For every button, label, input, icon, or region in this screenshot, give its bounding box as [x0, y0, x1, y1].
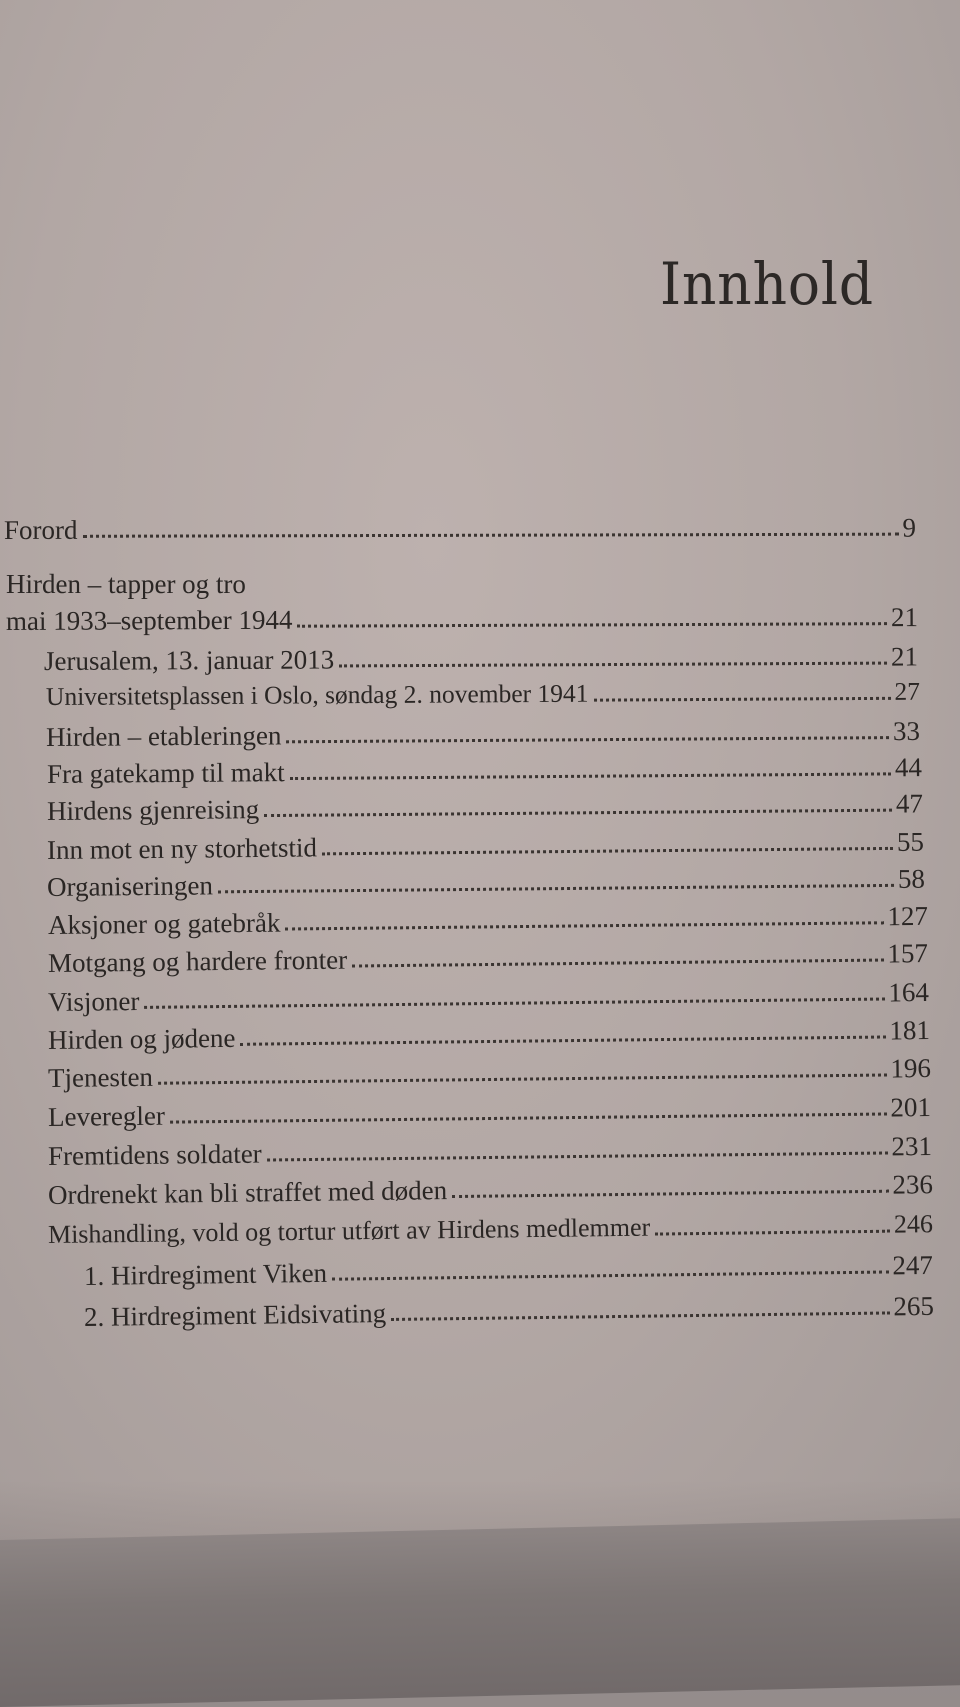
toc-entry-forord [4, 511, 916, 547]
toc-entry-jodene [48, 1013, 930, 1057]
toc-entry-label: mai 1933–september 1944 [5, 604, 293, 636]
leader-dots [83, 533, 899, 538]
leader-dots [285, 921, 883, 930]
toc-entry-page: 164 [888, 977, 930, 1008]
background-surface [0, 1518, 960, 1707]
toc-entry-label: Aksjoner og gatebråk [47, 907, 281, 940]
toc-entry-label: Tjenesten [47, 1061, 154, 1093]
leader-dots [144, 998, 884, 1009]
toc-entry-label: Mishandling, vold og tortur utført av Hirdens medlemmer [47, 1212, 651, 1249]
toc-entry-label: Motgang og hardere fronter [47, 944, 348, 978]
toc-entry-page: 44 [894, 752, 923, 783]
toc-entry-label: Fremtidens soldater [47, 1138, 262, 1171]
toc-entry-label: Visjoner [47, 985, 140, 1017]
toc-entry-label: Leveregler [47, 1100, 166, 1132]
toc-entry-label-line1: Hirden – tapper og tro [6, 569, 246, 599]
toc-entry-organiseringen [47, 862, 925, 904]
toc-entry-label: Ordrenekt kan bli straffet med døden [47, 1175, 448, 1210]
toc-entry-label: Organiseringen [46, 870, 214, 902]
toc-entry-page: 21 [890, 641, 919, 672]
toc-entry-label: Hirden og jødene [47, 1022, 236, 1055]
toc-entry-page: 9 [902, 512, 917, 543]
toc-entry-page: 27 [894, 676, 921, 706]
toc-entry-mishandling [48, 1207, 933, 1252]
leader-dots [267, 1151, 888, 1161]
toc-entry-hirdregiment-viken [84, 1248, 933, 1293]
toc-entry-hirdregiment-eidsivating [84, 1289, 934, 1334]
toc-entry-leveregler [48, 1090, 931, 1134]
toc-entry-label: Fra gatekamp til makt [46, 757, 285, 789]
toc-entry-label: 2. Hirdregiment Eidsivating [83, 1298, 387, 1332]
leader-dots [391, 1311, 889, 1321]
leader-dots [158, 1073, 887, 1084]
toc-entry-motgang [48, 936, 928, 980]
toc-entry-ordrenekt [48, 1167, 933, 1212]
page-title: Innhold [660, 250, 874, 318]
toc-entry-label: Inn mot en ny storhetstid [46, 832, 318, 865]
toc-entry-jerusalem [44, 639, 918, 678]
toc-entry-page: 247 [892, 1249, 934, 1281]
toc-entry-label: Hirden – etableringen [45, 720, 282, 752]
toc-entry-page: 201 [890, 1091, 932, 1123]
toc-entry-page: 58 [897, 863, 926, 894]
toc-entry-page: 33 [892, 715, 921, 747]
toc-entry-fremtidens-soldater [48, 1129, 932, 1173]
leader-dots [290, 772, 891, 780]
leader-dots [332, 1270, 888, 1280]
leader-dots [170, 1112, 887, 1123]
toc-entry-label: Jerusalem, 13. januar 2013 [43, 644, 335, 676]
toc-entry-visjoner [48, 975, 929, 1019]
toc-entry-label: Hirdens gjenreising [46, 794, 260, 826]
toc-entry-etableringen [46, 714, 920, 754]
toc-entry-gatekamp [47, 750, 922, 791]
toc-entry-storhetstid [47, 825, 924, 867]
leader-dots [352, 959, 883, 968]
leader-dots [655, 1230, 890, 1236]
toc-entry-label: Forord [3, 514, 78, 545]
toc-entry-page: 127 [887, 900, 929, 932]
toc-entry-hirden-tapper [6, 600, 918, 638]
leader-dots [218, 884, 894, 893]
toc-entry-label: Universitetsplassen i Oslo, søndag 2. november 1941 [45, 678, 589, 711]
leader-dots [240, 1035, 885, 1045]
toc-entry-page: 47 [895, 788, 924, 819]
toc-entry-aksjoner [48, 899, 928, 942]
toc-entry-universitetsplassen [46, 675, 920, 714]
toc-entry-tjenesten [48, 1051, 931, 1095]
leader-dots [452, 1190, 888, 1198]
toc-entry-gjenreising [47, 786, 923, 828]
toc-entry-page: 265 [893, 1290, 935, 1322]
toc-entry-label: 1. Hirdregiment Viken [83, 1257, 328, 1291]
toc-entry-page: 157 [887, 938, 929, 969]
leader-dots [264, 809, 892, 817]
leader-dots [594, 697, 891, 702]
leader-dots [286, 736, 889, 743]
leader-dots [339, 662, 887, 668]
leader-dots [297, 622, 887, 628]
leader-dots [322, 847, 893, 855]
toc-entry-page: 55 [896, 826, 925, 857]
toc-entry-page: 181 [889, 1014, 931, 1046]
toc-entry-page: 236 [892, 1169, 934, 1200]
toc-entry-page: 231 [891, 1130, 933, 1162]
toc-entry-page: 196 [890, 1052, 932, 1084]
toc-entry-page: 246 [893, 1209, 934, 1239]
toc-entry-page: 21 [890, 602, 919, 633]
